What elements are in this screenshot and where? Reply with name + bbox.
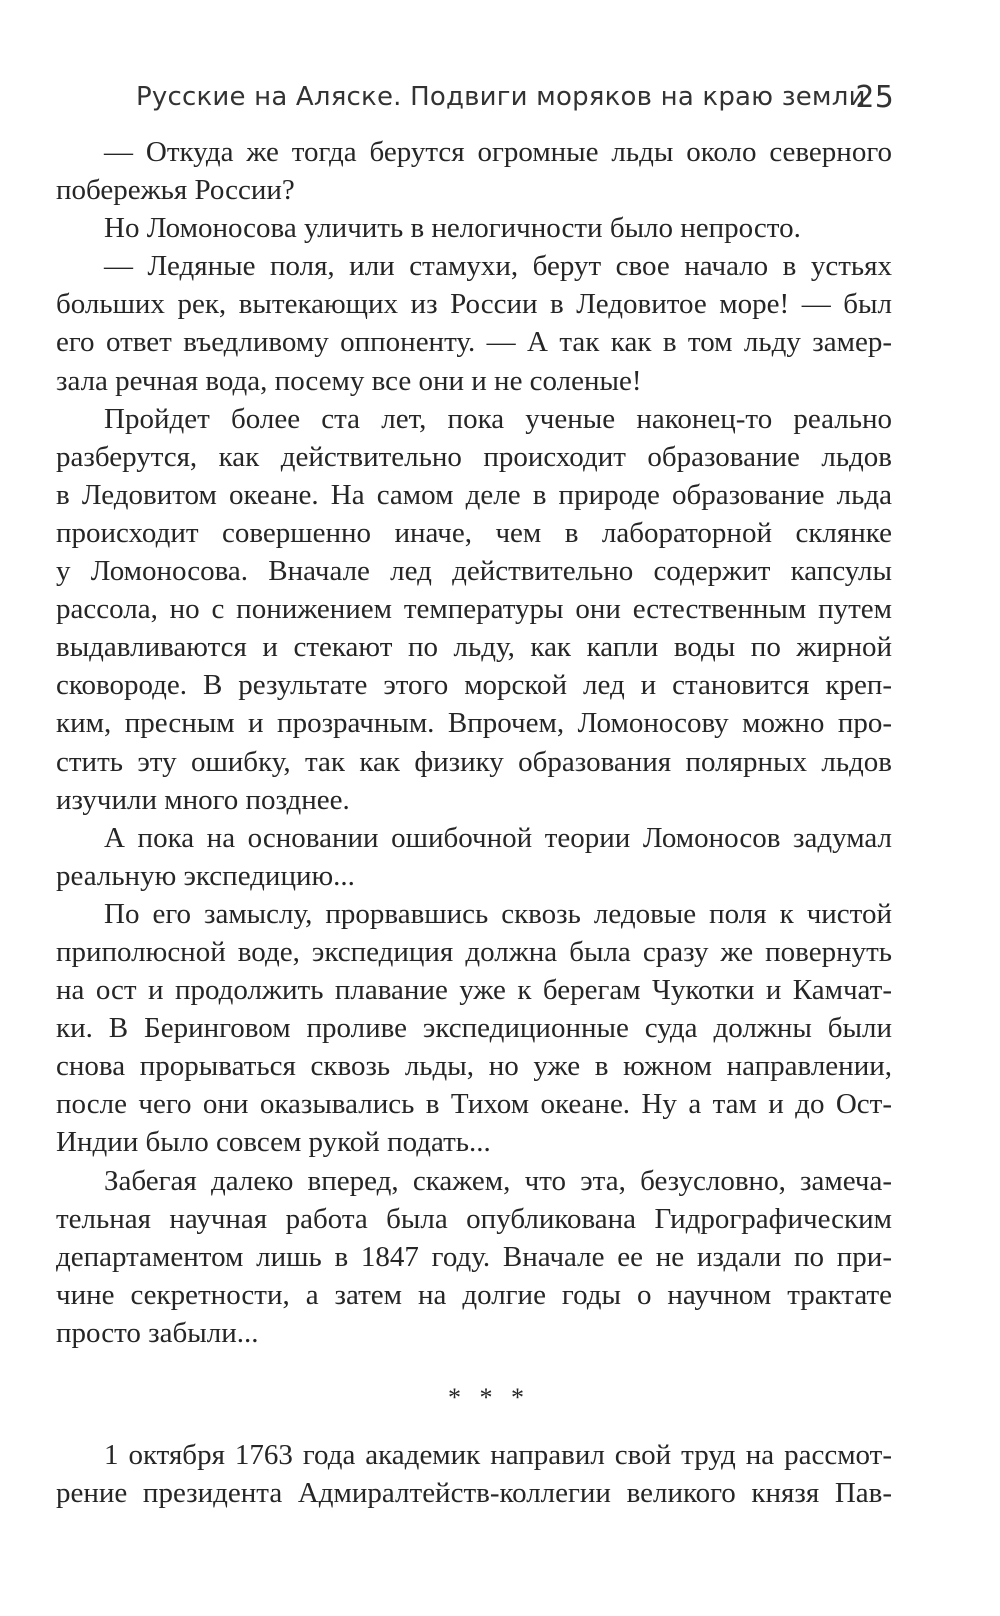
text-line: рение президента Адмиралтейств-коллегии великого князя Пав- <box>56 1477 892 1510</box>
text-line: на ост и продолжить плавание уже к берегам Чукотки и Камчат- <box>56 974 892 1007</box>
text-line: побережья России? <box>56 174 295 207</box>
text-line: снова прорываться сквозь льды, но уже в южном направлении, <box>56 1050 892 1083</box>
text-line: изучили много позднее. <box>56 783 350 816</box>
text-line: происходит совершенно иначе, чем в лабораторной склянке <box>56 516 892 549</box>
text-line: после чего они оказывались в Тихом океане. Ну а там и до Ост- <box>56 1088 892 1121</box>
body-text <box>56 133 892 1512</box>
page-number: 25 <box>855 80 894 115</box>
text-line: больших рек, вытекающих из России в Ледовитое море! — был <box>56 288 892 321</box>
book-title: Русские на Аляске. Подвиги моряков на краю земли <box>136 82 866 112</box>
text-line: разберутся, как действительно происходит образование льдов <box>56 440 892 473</box>
text-line: сковороде. В результате этого морской лед и становится креп- <box>56 669 892 702</box>
text-line: А пока на основании ошибочной теории Ломоносов задумал <box>104 821 892 854</box>
text-line: реальную экспедицию... <box>56 859 355 892</box>
text-line: просто забыли... <box>56 1316 259 1349</box>
text-line: приполюсной воде, экспедиция должна была сразу же повернуть <box>56 935 892 968</box>
text-line: зала речная вода, посему все они и не соленые! <box>56 364 642 397</box>
text-line: — Откуда же тогда берутся огромные льды около северного <box>104 136 892 168</box>
text-line: у Ломоносова. Вначале лед действительно содержит капсулы <box>56 555 892 588</box>
text-line: Но Ломоносова уличить в нелогичности было непросто. <box>104 212 801 245</box>
text-line: департаментом лишь в 1847 году. Вначале ее не издали по при- <box>56 1240 892 1273</box>
text-line: в Ледовитом океане. На самом деле в природе образование льда <box>56 478 892 511</box>
text-line: стить эту ошибку, так как физику образования полярных льдов <box>56 745 892 778</box>
text-line: чине секретности, а затем на долгие годы о научном трактате <box>56 1278 892 1311</box>
text-line: — Ледяные поля, или стамухи, берут свое начало в устьях <box>104 250 892 283</box>
text-line: По его замыслу, прорвавшись сквозь ледовые поля к чистой <box>104 897 892 930</box>
text-line: выдавливаются и стекают по льду, как капли воды по жирной <box>56 631 892 664</box>
text-line: Пройдет более ста лет, пока ученые наконец-то реально <box>104 402 892 435</box>
text-line: Забегая далеко вперед, скажем, что эта, безусловно, замеча- <box>104 1164 892 1197</box>
text-line: рассола, но с понижением температуры они естественным путем <box>56 593 892 626</box>
text-line: ки. В Беринговом проливе экспедиционные суда должны были <box>56 1012 892 1045</box>
section-separator: * * * <box>448 1383 530 1412</box>
text-line: ким, пресным и прозрачным. Впрочем, Ломоносову можно про- <box>56 707 892 740</box>
text-line: тельная научная работа была опубликована Гидрографическим <box>56 1202 892 1235</box>
text-line: его ответ въедливому оппоненту. — А так как в том льду замер- <box>56 326 892 359</box>
text-line: 1 октября 1763 года академик направил свой труд на рассмот- <box>104 1439 892 1471</box>
text-line: Индии было совсем рукой подать... <box>56 1126 491 1159</box>
running-header <box>136 82 894 122</box>
